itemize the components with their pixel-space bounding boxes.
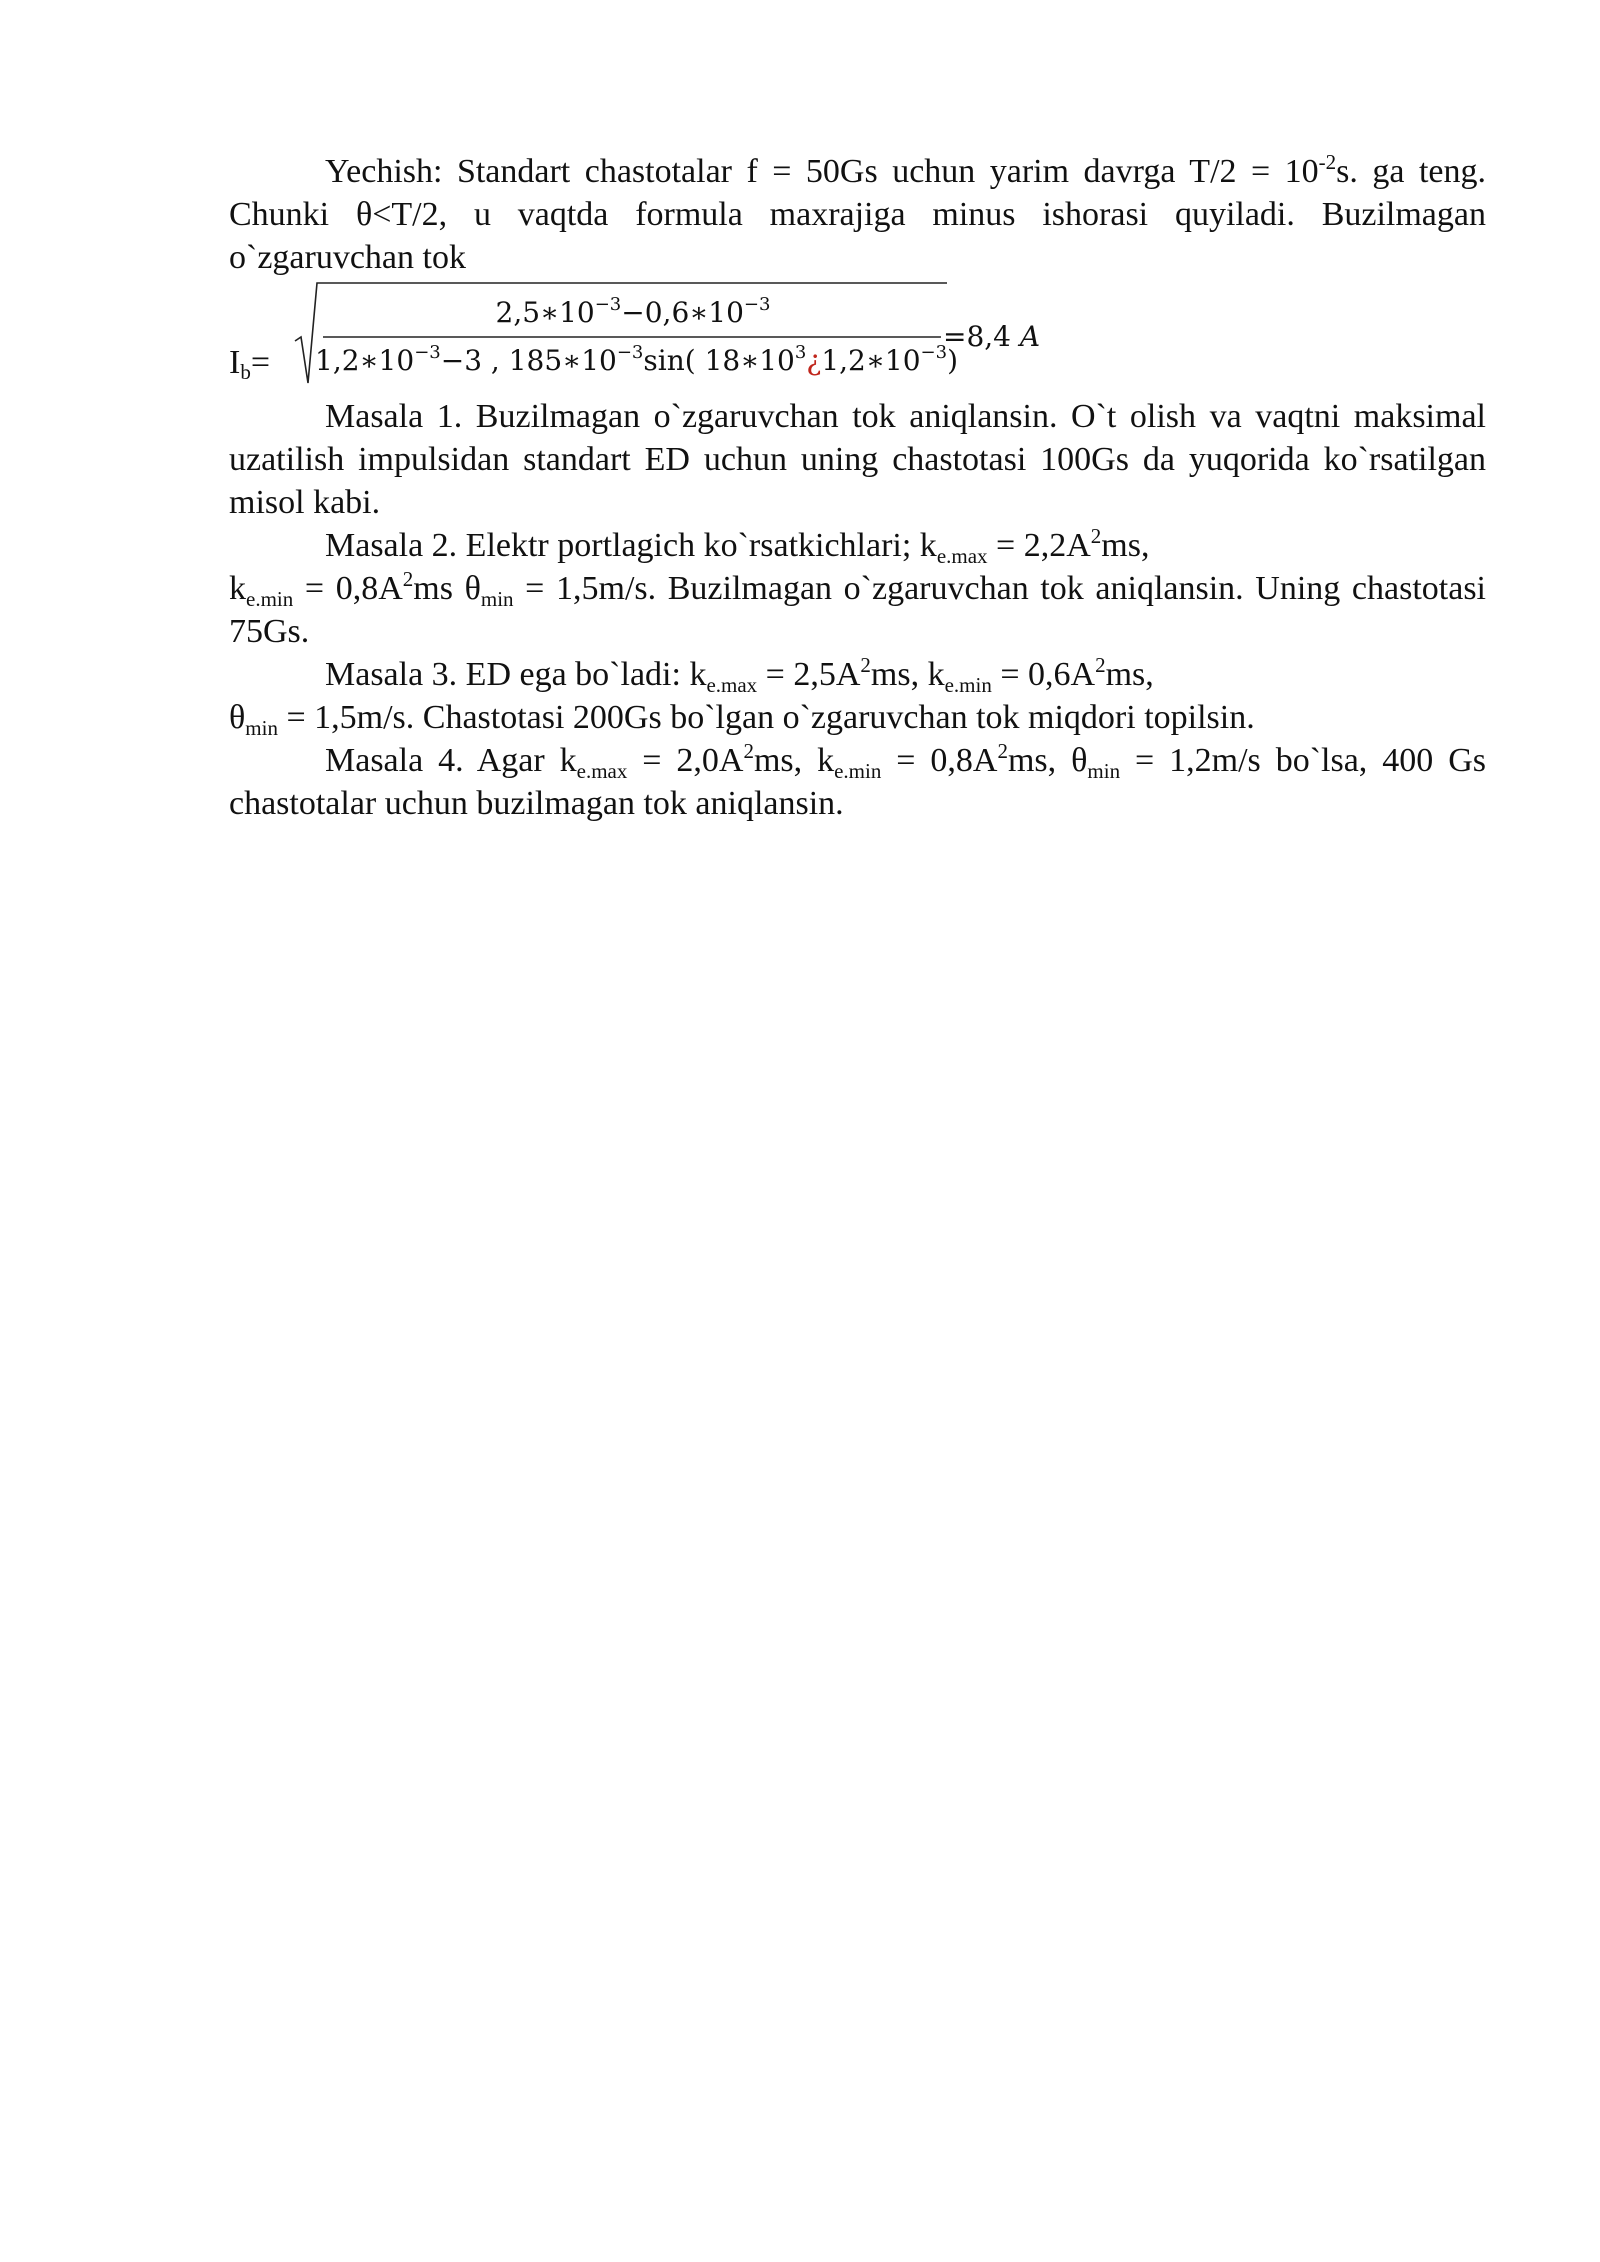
solution-text-a: Yechish: Standart chastotalar f = 50Gs uchun yarim davrga T/2 = 10 (325, 153, 1319, 190)
placeholder-glyph: ¿ (806, 344, 822, 377)
problem-3-line-1: Masala 3. ED ega bo`ladi: $k_{e.max} = 2,5A^2ms$, $k_{e.min} = 0,6A^2ms$, (325, 653, 1154, 697)
formula-result: =8,4 A (943, 320, 1041, 353)
document-page (229, 150, 1486, 825)
problem-4: Masala 4. Agar $k_{e.max} = 2,0A^2ms$, $k_{e.min} = 0,8A^2ms$, $\theta_{min} = 1,2m/s$ bo`lsa, 400 Gs chastotalar uchun buzilmagan tok aniqlansin. (229, 739, 1486, 822)
problem-1: Masala 1. Buzilmagan o`zgaruvchan tok aniqlansin. O`t olish va vaqtni maksimal uzatilish impulsidan standart ED uchun uning chastotasi 100Gs da yuqorida ko`rsatilgan misol kabi. (229, 398, 1486, 521)
sqrt-formula (293, 279, 1273, 395)
solution-text-b: s. ga teng. Chunki θ<T/2, u vaqtda formula maxrajiga minus ishorasi quyiladi. Buzilmagan o`zgaruvchan tok (229, 153, 1486, 276)
formula-lhs: $I_b=$ (229, 344, 271, 384)
problem-3-line-2: $\theta_{min} = 1,5m/s$. Chastotasi 200Gs bo`lgan o`zgaruvchan tok miqdori topilsin. (229, 699, 1255, 740)
formula-numerator: $2,5∗10^{-3}-0,6∗10^{-3}$ (495, 294, 771, 329)
problem-2-line-1: Masala 2. Elektr portlagich ko`rsatkichlari; $k_{e.max} = 2,2A^2ms$, (325, 524, 1150, 568)
formula-denominator: $1,2∗10^{-3}-3$ , $185∗10^{-3}\sin$( $18∗10^3¿1,2∗10^{-3}$) (315, 342, 959, 377)
solution-paragraph (229, 150, 1486, 279)
solution-exponent: -2 (1318, 150, 1337, 174)
problem-2-line-2: $k_{e.min} = 0,8A^2ms$ $\theta_{min} = 1,5m/s$. Buzilmagan o`zgaruvchan tok aniqlansin. Uning chastotasi 75Gs. (229, 567, 1487, 650)
formula-line (229, 279, 1486, 395)
